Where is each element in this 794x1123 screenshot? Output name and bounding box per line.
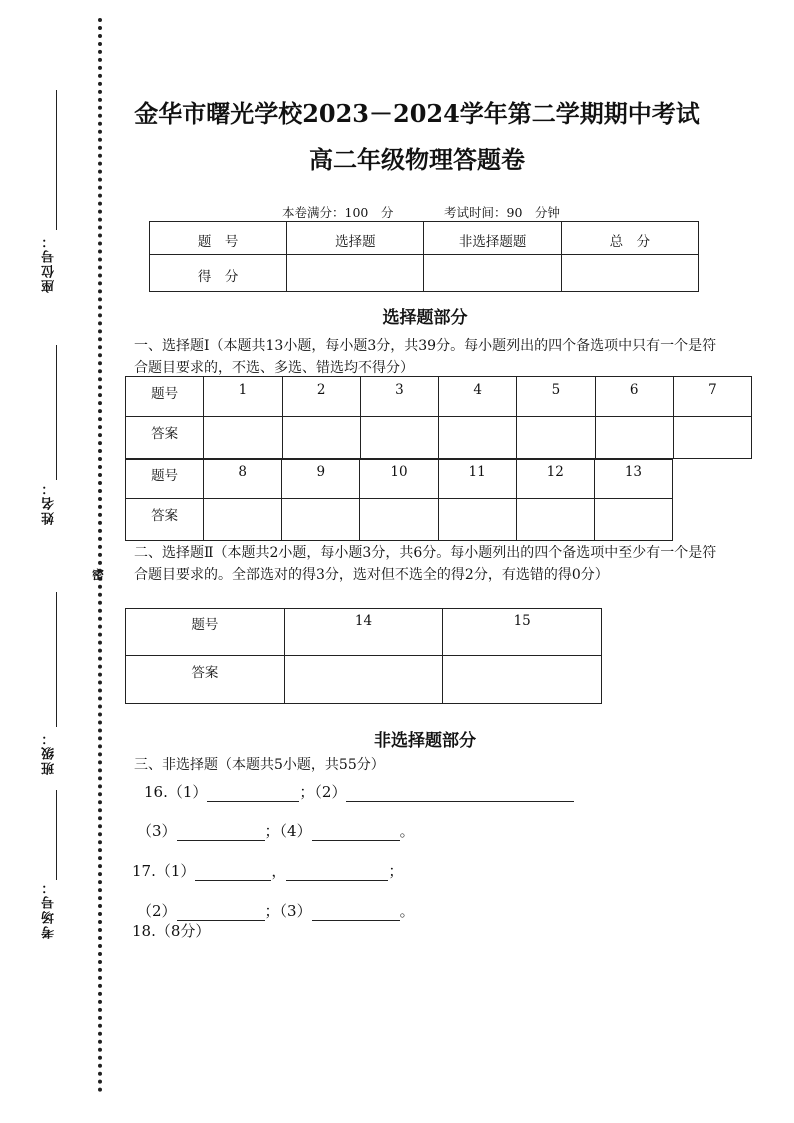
score-row-label: 得 分 bbox=[150, 255, 287, 292]
mc-section-heading: 选择题部分 bbox=[382, 308, 468, 328]
question-label-cell: 题号 bbox=[126, 377, 204, 417]
score-input-cell[interactable] bbox=[561, 255, 698, 292]
exam-room-label: 考场号： bbox=[42, 879, 57, 939]
exam-time: 考试时间：90 分钟 bbox=[444, 205, 560, 220]
name-line bbox=[56, 345, 57, 480]
q16-label-4: ；（4） bbox=[264, 822, 312, 840]
answer-cell[interactable] bbox=[517, 417, 595, 459]
question-number-cell: 1 bbox=[204, 377, 282, 417]
q16-answer-4[interactable] bbox=[312, 824, 400, 841]
question-number-cell: 7 bbox=[673, 377, 751, 417]
answer-cell[interactable] bbox=[360, 499, 438, 541]
q16-answer-1[interactable] bbox=[207, 785, 299, 802]
q16-label-3: （3） bbox=[137, 822, 177, 840]
answer-cell[interactable] bbox=[438, 499, 516, 541]
question-number-cell: 15 bbox=[443, 609, 602, 656]
answer-label-cell: 答案 bbox=[126, 417, 204, 459]
q17-label-3: ；（3） bbox=[264, 902, 312, 920]
answer-grid-2 bbox=[125, 459, 673, 541]
q17-end2: 。 bbox=[399, 902, 415, 920]
answer-cell[interactable] bbox=[673, 417, 751, 459]
part2-instructions: 二、选择题Ⅱ（本题共2小题，每小题3分，共6分。每小题列出的四个备选项中至少有一个是符合题目要求的。全部选对的得3分，选对但不选全的得2分，有选错的得0分） bbox=[134, 545, 717, 583]
exam-room-line bbox=[56, 790, 57, 880]
answer-grid-3 bbox=[125, 608, 602, 704]
answer-label-cell: 答案 bbox=[126, 499, 204, 541]
q17-sep: ， bbox=[271, 862, 287, 880]
score-input-cell[interactable] bbox=[287, 255, 424, 292]
q17-line1 bbox=[132, 860, 403, 881]
q17-label-1: 17.（1） bbox=[132, 862, 196, 880]
answer-cell[interactable] bbox=[360, 417, 438, 459]
answer-cell[interactable] bbox=[595, 417, 673, 459]
name-label: 姓名： bbox=[42, 480, 57, 526]
question-label-cell: 题号 bbox=[126, 609, 285, 656]
q16-answer-3[interactable] bbox=[177, 824, 265, 841]
q16-line1 bbox=[144, 781, 574, 802]
q16-label-1: 16.（1） bbox=[144, 783, 208, 801]
binding-dotted-line bbox=[98, 18, 102, 1093]
q16-answer-2[interactable] bbox=[346, 785, 574, 802]
answer-cell[interactable] bbox=[204, 499, 282, 541]
score-table bbox=[149, 221, 699, 292]
question-number-cell: 8 bbox=[204, 460, 282, 499]
answer-cell[interactable] bbox=[284, 656, 443, 704]
class-line bbox=[56, 592, 57, 727]
q17-answer-2[interactable] bbox=[177, 904, 265, 921]
q17-end1: ； bbox=[388, 862, 404, 880]
question-number-cell: 11 bbox=[438, 460, 516, 499]
q17-answer-3[interactable] bbox=[312, 904, 400, 921]
question-number-cell: 2 bbox=[282, 377, 360, 417]
part3-instructions: 三、非选择题（本题共5小题，共55分） bbox=[134, 757, 385, 773]
score-header-cell: 非选择题题 bbox=[424, 222, 561, 255]
score-input-cell[interactable] bbox=[424, 255, 561, 292]
q17-answer-1b[interactable] bbox=[286, 864, 388, 881]
exam-subtitle: 高二年级物理答题卷 bbox=[309, 145, 525, 174]
q16-end: 。 bbox=[399, 822, 415, 840]
question-number-cell: 12 bbox=[516, 460, 594, 499]
question-number-cell: 4 bbox=[439, 377, 517, 417]
score-header-cell: 总 分 bbox=[561, 222, 698, 255]
answer-grid-1 bbox=[125, 376, 752, 459]
question-number-cell: 5 bbox=[517, 377, 595, 417]
score-header-cell: 选择题 bbox=[287, 222, 424, 255]
score-header-cell: 题 号 bbox=[150, 222, 287, 255]
q17-label-2: （2） bbox=[137, 902, 177, 920]
answer-cell[interactable] bbox=[516, 499, 594, 541]
answer-label-cell: 答案 bbox=[126, 656, 285, 704]
question-number-cell: 14 bbox=[284, 609, 443, 656]
q18-label: 18.（8分） bbox=[132, 922, 211, 940]
seat-number-label: 座位号： bbox=[42, 233, 57, 293]
question-number-cell: 10 bbox=[360, 460, 438, 499]
question-number-cell: 3 bbox=[360, 377, 438, 417]
answer-cell[interactable] bbox=[282, 499, 360, 541]
q17-line2 bbox=[137, 900, 415, 921]
answer-cell[interactable] bbox=[594, 499, 672, 541]
q17-answer-1a[interactable] bbox=[195, 864, 271, 881]
question-number-cell: 13 bbox=[594, 460, 672, 499]
class-label: 班级： bbox=[42, 730, 57, 776]
non-mc-section-heading: 非选择题部分 bbox=[374, 731, 476, 751]
answer-cell[interactable] bbox=[204, 417, 282, 459]
answer-cell[interactable] bbox=[282, 417, 360, 459]
part1-instructions: 一、选择题Ⅰ（本题共13小题，每小题3分，共39分。每小题列出的四个备选项中只有一个是符合题目要求的，不选、多选、错选均不得分） bbox=[134, 338, 717, 376]
answer-cell[interactable] bbox=[443, 656, 602, 704]
q16-label-2: ；（2） bbox=[299, 783, 347, 801]
answer-cell[interactable] bbox=[439, 417, 517, 459]
q16-line2 bbox=[137, 820, 415, 841]
question-number-cell: 9 bbox=[282, 460, 360, 499]
seal-marker: 密 bbox=[92, 568, 105, 582]
question-label-cell: 题号 bbox=[126, 460, 204, 499]
full-score: 本卷满分：100 分 bbox=[282, 205, 394, 220]
exam-title: 金华市曙光学校2023－2024学年第二学期期中考试 bbox=[134, 99, 700, 128]
question-number-cell: 6 bbox=[595, 377, 673, 417]
